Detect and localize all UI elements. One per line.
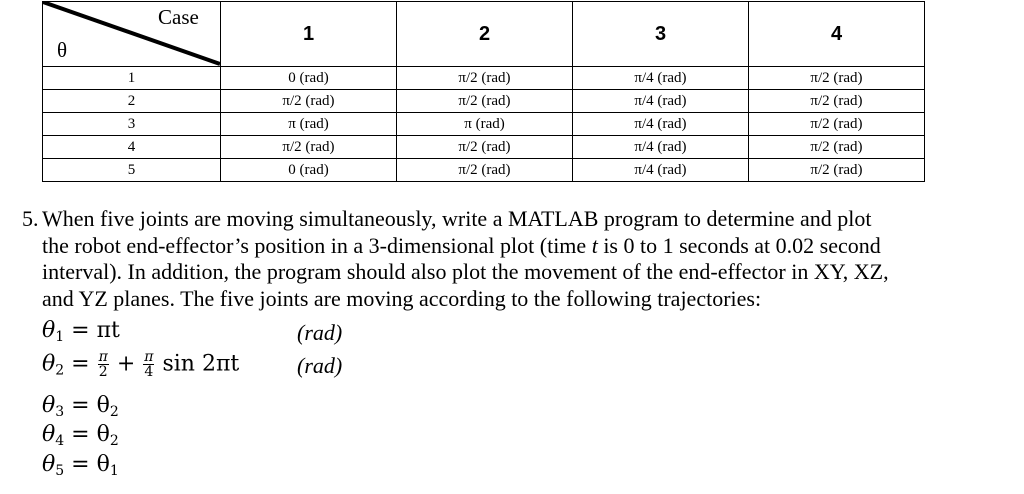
table-cell: π/4 (rad) [573,67,749,90]
question-number: 5. [22,206,39,231]
joint-angle-table [42,1,924,177]
table-cell: π/2 (rad) [397,67,573,90]
question-line-4: and YZ planes. The five joints are moving according to the following trajectories: [42,285,762,311]
table-cell: π/4 (rad) [573,90,749,113]
table-row [43,113,925,136]
column-header-2: 2 [397,2,573,67]
table-row [43,136,925,159]
question-line-2: the robot end-effector’s position in a 3-dimensional plot (time t is 0 to 1 seconds at 0.02 second [42,232,881,258]
column-header-3: 3 [573,2,749,67]
table-cell: π/2 (rad) [397,90,573,113]
row-number: 2 [43,90,221,113]
table-cell: π/2 (rad) [749,136,925,159]
table-cell: π/2 (rad) [397,159,573,182]
equation-theta-3: $\theta_3 = \theta_2$ [42,393,119,420]
question-line-1: 5. When five joints are moving simultaneously, write a MATLAB program to determine and plot [22,206,872,231]
equation-theta-1: $\theta_1 = \pi t$ [42,318,120,345]
unit-label-1: (rad) [297,320,343,345]
table-cell: π/2 (rad) [749,67,925,90]
table-cell: π/2 (rad) [397,136,573,159]
table-row [43,90,925,113]
table-header-row [43,2,925,67]
unit-label-2: (rad) [297,353,343,378]
table-cell: π/2 (rad) [749,159,925,182]
question-line-3: interval). In addition, the program should also plot the movement of the end-effector in XY, XZ, [42,259,889,284]
table-cell: π/2 (rad) [749,113,925,136]
table-cell: π/2 (rad) [749,90,925,113]
table-cell: 0 (rad) [221,67,397,90]
equation-theta-2: $\theta_2$ = $\frac{\pi}{2}$ + $\frac{\pi}{4}$ sin 2πt [42,349,240,380]
fraction-pi-over-2: $\frac{\pi}{2}$ [98,349,108,380]
column-header-1: 1 [221,2,397,67]
table-cell: π/4 (rad) [573,136,749,159]
equation-theta-5: $\theta_5 = \theta_1$ [42,452,119,479]
row-number: 4 [43,136,221,159]
table-cell: π (rad) [397,113,573,136]
equation-theta-4: $\theta_4 = \theta_2$ [42,422,119,449]
table-row [43,159,925,182]
row-number: 5 [43,159,221,182]
question-text [22,206,1012,312]
table-cell: π/4 (rad) [573,159,749,182]
table-cell: π/2 (rad) [221,90,397,113]
time-variable: t [591,232,598,258]
table-cell: π/4 (rad) [573,113,749,136]
fraction-pi-over-4: $\frac{\pi}{4}$ [144,349,154,380]
case-label: Case [158,5,199,29]
column-header-4: 4 [749,2,925,67]
table-cell: 0 (rad) [221,159,397,182]
table-corner-cell [43,2,221,67]
row-number: 1 [43,67,221,90]
table-cell: π (rad) [221,113,397,136]
row-number: 3 [43,113,221,136]
table-row [43,67,925,90]
theta-label: θ [57,38,68,62]
table-cell: π/2 (rad) [221,136,397,159]
